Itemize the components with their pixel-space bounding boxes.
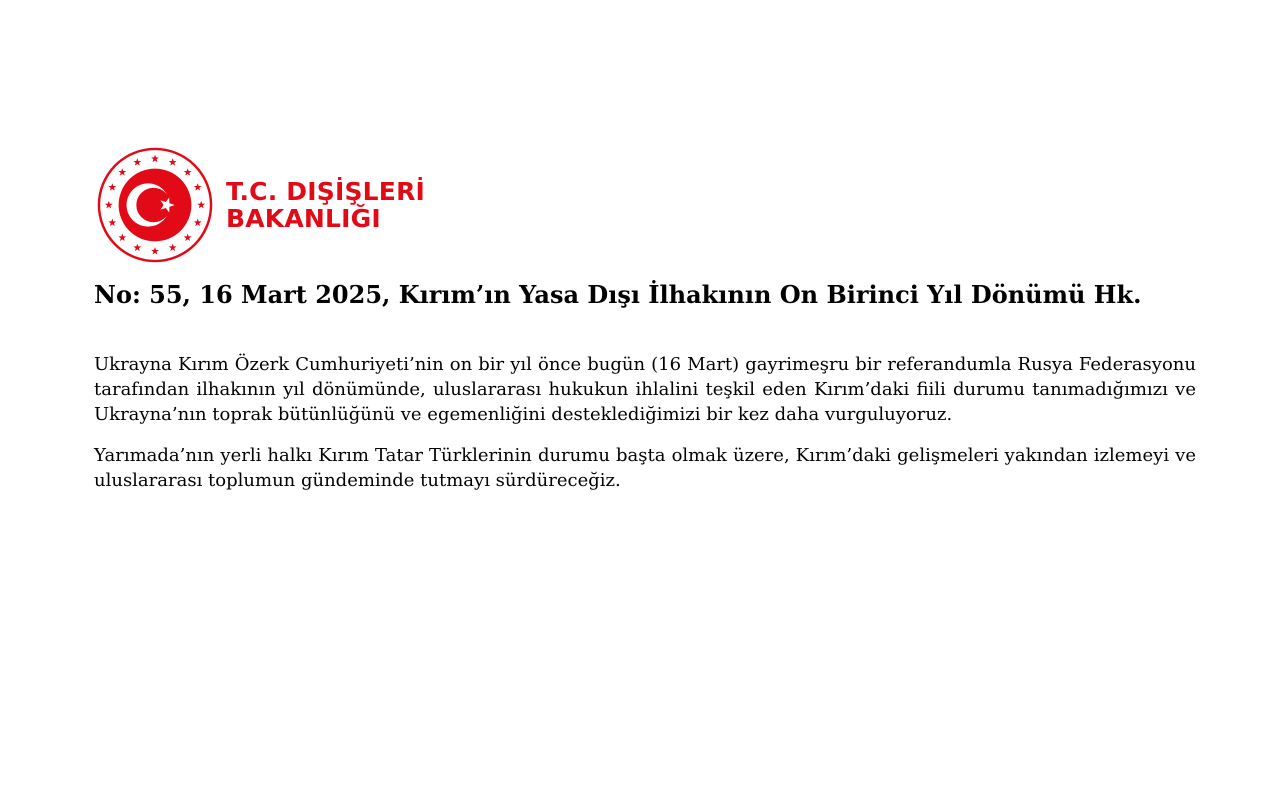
seal-star-icon bbox=[108, 183, 116, 190]
seal-star-icon bbox=[184, 168, 192, 175]
statement-paragraph-1: Ukrayna Kırım Özerk Cumhuriyeti’nin on bir yıl önce bugün (16 Mart) gayrimeşru bir referandumla Rusya Federasyonu tarafından ilhakının yıl dönümünde, uluslararası hukukun ihlalini teşkil eden Kırım’daki fiili durumu tanımadığımızı ve Ukrayna’nın toprak bütünlüğünü ve egemenliğini desteklediğimizi bir kez daha vurguluyoruz. bbox=[94, 354, 1196, 425]
ministry-name bbox=[226, 178, 425, 232]
seal-star-icon bbox=[105, 201, 113, 208]
seal-star-icon bbox=[169, 244, 177, 251]
ministry-header bbox=[96, 146, 425, 264]
seal-star-icon bbox=[108, 219, 116, 226]
seal-star-icon bbox=[184, 234, 192, 241]
crescent-star-seal-icon bbox=[96, 146, 214, 264]
seal-star-icon bbox=[194, 183, 202, 190]
ministry-name-line-2: BAKANLIĞI bbox=[226, 204, 381, 233]
seal-star-icon bbox=[169, 158, 177, 165]
seal-star-icon bbox=[194, 219, 202, 226]
statement-body bbox=[94, 352, 1196, 509]
seal-star-icon bbox=[151, 247, 159, 254]
seal-star-icon bbox=[133, 158, 141, 165]
seal-star-icon bbox=[151, 155, 159, 162]
seal-star-icon bbox=[118, 234, 126, 241]
seal-star-icon bbox=[197, 201, 205, 208]
ministry-name-line-1: T.C. DIŞİŞLERİ bbox=[226, 177, 426, 206]
seal-star-icon bbox=[133, 244, 141, 251]
seal-star-icon bbox=[118, 168, 126, 175]
statement-title: No: 55, 16 Mart 2025, Kırım’ın Yasa Dışı İlhakının On Birinci Yıl Dönümü Hk. bbox=[94, 280, 1142, 309]
statement-paragraph-2: Yarımada’nın yerli halkı Kırım Tatar Türklerinin durumu başta olmak üzere, Kırım’daki gelişmeleri yakından izlemeyi ve uluslararası toplumun gündeminde tutmayı sürdüreceğiz. bbox=[94, 445, 1196, 491]
